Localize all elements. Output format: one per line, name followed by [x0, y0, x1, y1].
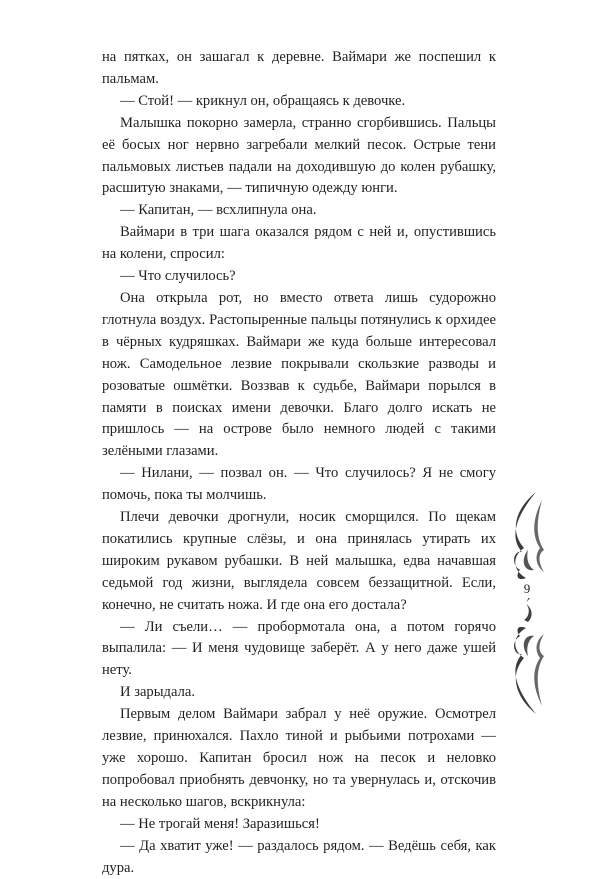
paragraph: Ваймари в три шага оказался рядом с ней и, опустившись на колени, спросил:	[102, 224, 496, 263]
paragraph: — Капитан, — всхлипнула она.	[120, 202, 317, 219]
paragraph: — Да хватит уже! — раздалось рядом. — Ведёшь себя, как дура.	[102, 837, 496, 876]
paragraph: — Стой! — крикнул он, обращаясь к девочке.	[120, 92, 406, 109]
paragraph: Первым делом Ваймари забрал у неё оружие. Осмотрел лезвие, принюхался. Пахло тиной и рыбьими потрохами — уже хорошо. Капитан бросил нож на песок и неловко попробовал приобнять девчонку, но та увернулась и, отскочив на несколько шагов, вскрикнула:	[102, 706, 496, 810]
paragraph: — Нилани, — позвал он. — Что случилось? Я не смогу помочь, пока ты молчишь.	[102, 465, 496, 504]
page-text	[102, 47, 496, 879]
paragraph: Плечи девочки дрогнули, носик сморщился. По щекам покатились крупные слёзы, и она принялась утирать их широким рукавом рубашки. В ней малышка, едва начавшая седьмой год жизни, выглядела совсем беззащитной. Если, конечно, не считать ножа. И где она его достала?	[102, 509, 496, 613]
paragraph: Она открыла рот, но вместо ответа лишь судорожно глотнула воздух. Растопыренные пальцы потянулись к орхидее в чёрных кудряшках. Ваймари же куда больше интересовал нож. Самодельное лезвие покрывали скользкие разводы и розоватые ошмётки. Воззвав к судьбе, Ваймари порылся в памяти в поисках имени девочки. Благо долго искать не пришлось — на острове было немного людей с такими зелёными глазами.	[102, 289, 496, 460]
paragraph: на пятках, он зашагал к деревне. Ваймари же поспешил к пальмам.	[102, 49, 496, 87]
page-number: 9	[519, 580, 535, 598]
paragraph: — Не трогай меня! Заразишься!	[120, 815, 320, 832]
paragraph: И зарыдала.	[120, 684, 195, 701]
decorative-ornament-icon	[506, 490, 548, 716]
paragraph: — Что случилось?	[120, 268, 236, 285]
paragraph: Малышка покорно замерла, странно сгорбившись. Пальцы её босых ног нервно загребали мелкий песок. Острые тени пальмовых листьев падали на доходившую до колен рубашку, расшитую знаками, — типичную одежду юнги.	[102, 114, 496, 197]
paragraph: — Ли съели… — пробормотала она, а потом горячо выпалила: — И меня чудовище заберёт. А у него даже ушей нету.	[102, 618, 496, 679]
